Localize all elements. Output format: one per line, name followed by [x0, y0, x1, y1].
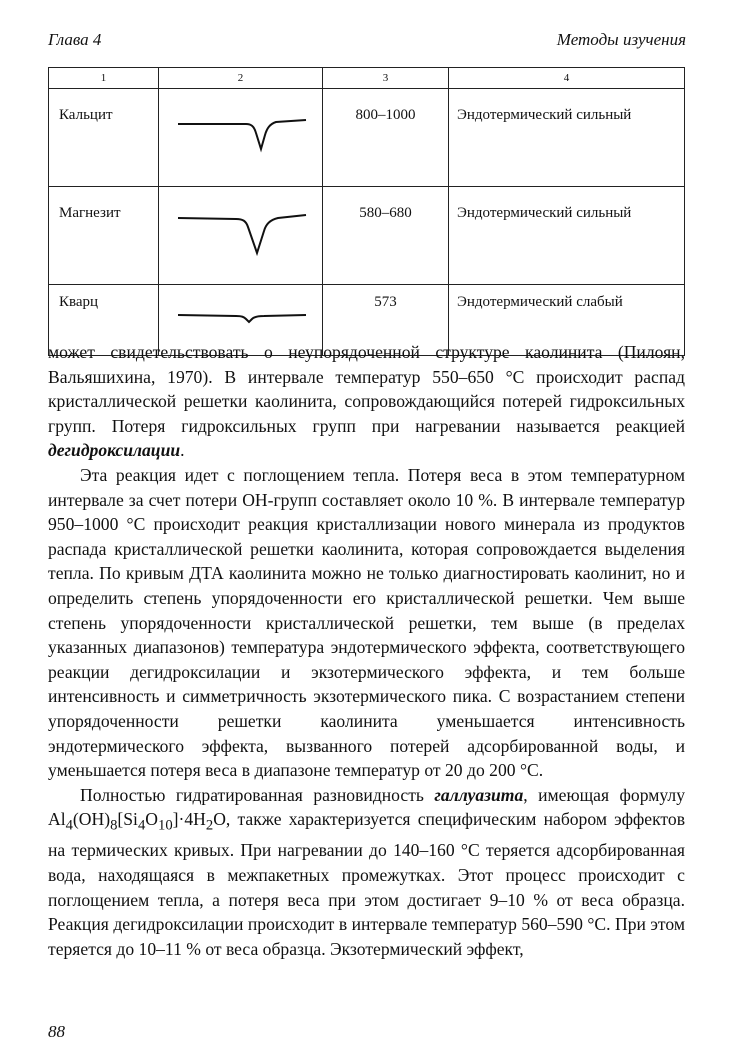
formula-subscript: 8	[110, 817, 118, 834]
paragraph	[48, 340, 685, 463]
term-dehydroxylation: дегидроксилации	[48, 440, 181, 461]
table-row	[49, 89, 685, 187]
dta-curve	[159, 187, 323, 285]
page-number: 88	[48, 1022, 65, 1041]
temperature-range: 800–1000	[323, 89, 449, 187]
formula-part: ]·4H	[172, 809, 206, 830]
body-text	[48, 340, 685, 961]
table-header-row	[49, 68, 685, 89]
paragraph-text: O, также характеризуется специфическим набором эффектов на термических кривых. При нагревании до 140–160 °С теряется адсорбированная вода, находящаяся в межпакетных промежутках. Этот процесс происходит с поглощением тепла, а потеря веса при этом достигает 9–10 % от веса образца. Реакция дегидроксилации происходит в интервале температур 560–590 °С. При этом теряется до 10–11 % от веса образца. Экзотермический эффект,	[48, 809, 685, 959]
section-title: Методы изучения	[556, 30, 686, 49]
temperature-range: 580–680	[323, 187, 449, 285]
paragraph-text: .	[180, 440, 185, 461]
effect-description: Эндотермический слабый	[449, 285, 685, 356]
formula-part: (OH)	[72, 809, 111, 830]
dta-curve-strong-icon	[166, 105, 316, 165]
paragraph	[48, 783, 685, 962]
formula-part: , имеющая формулу Al	[48, 784, 685, 830]
paragraph: Эта реакция идет с поглощением тепла. Потеря веса в этом температурном интервале за счет потери ОН-групп составляет около 10 %. В интервале температур 950–1000 °С происходит реакция кристаллизации нового минерала из продуктов распада кристаллической решетки каолинита, которая сопровождается выделения тепла. По кривым ДТА каолинита можно не только диагностировать каолинит, но и определить степень упорядоченности его кристаллической решетки. Чем выше степень упорядоченности кристаллической решетки, тем выше (в пределах указанных диапазонов) температура эндотермического эффекта, соответствующего реакции дегидроксилации и экзотермического эффекта, и тем больше интенсивность и симметричность экзотермического пика. С возрастанием степени упорядоченности решетки каолинита уменьшается интенсивность эндотермического эффекта, вызванного потерей адсорбированной воды, и уменьшается потеря веса в диапазоне температур от 20 до 200 °С.	[48, 464, 685, 781]
temperature-range: 573	[323, 285, 449, 356]
column-header: 1	[49, 68, 159, 89]
effect-description: Эндотермический сильный	[449, 187, 685, 285]
chapter-title: Глава 4	[48, 30, 102, 49]
paragraph-text: может свидетельствовать о неупорядоченной структуре каолинита (Пилоян, Вальяшихина, 1970). В интервале температур 550–650 °С происходит распад кристаллической решетки каолинита, сопровождающийся потерей гидроксильных групп. Потеря гидроксильных групп при нагревании называется реакцией	[48, 342, 685, 436]
column-header: 3	[323, 68, 449, 89]
column-header: 4	[449, 68, 685, 89]
table-row	[49, 187, 685, 285]
mineral-name: Кварц	[49, 285, 159, 356]
effect-description: Эндотермический сильный	[449, 89, 685, 187]
dta-curve-weak-icon	[166, 298, 316, 338]
dta-table	[48, 67, 685, 356]
formula-part: [Si	[117, 809, 138, 830]
paragraph-text: Полностью гидратированная разновидность	[80, 784, 435, 805]
column-header: 2	[159, 68, 323, 89]
formula-subscript: 10	[157, 817, 173, 834]
formula-subscript: 4	[65, 817, 73, 834]
formula-subscript: 2	[205, 817, 214, 834]
formula-subscript: 4	[137, 817, 146, 834]
dta-curve-strong-icon	[166, 198, 316, 268]
dta-curve	[159, 89, 323, 187]
page-header	[48, 30, 686, 54]
formula-part: O	[145, 809, 158, 830]
mineral-name: Магнезит	[49, 187, 159, 285]
mineral-name: Кальцит	[49, 89, 159, 187]
term-halloysite: галлуазита	[434, 784, 524, 805]
